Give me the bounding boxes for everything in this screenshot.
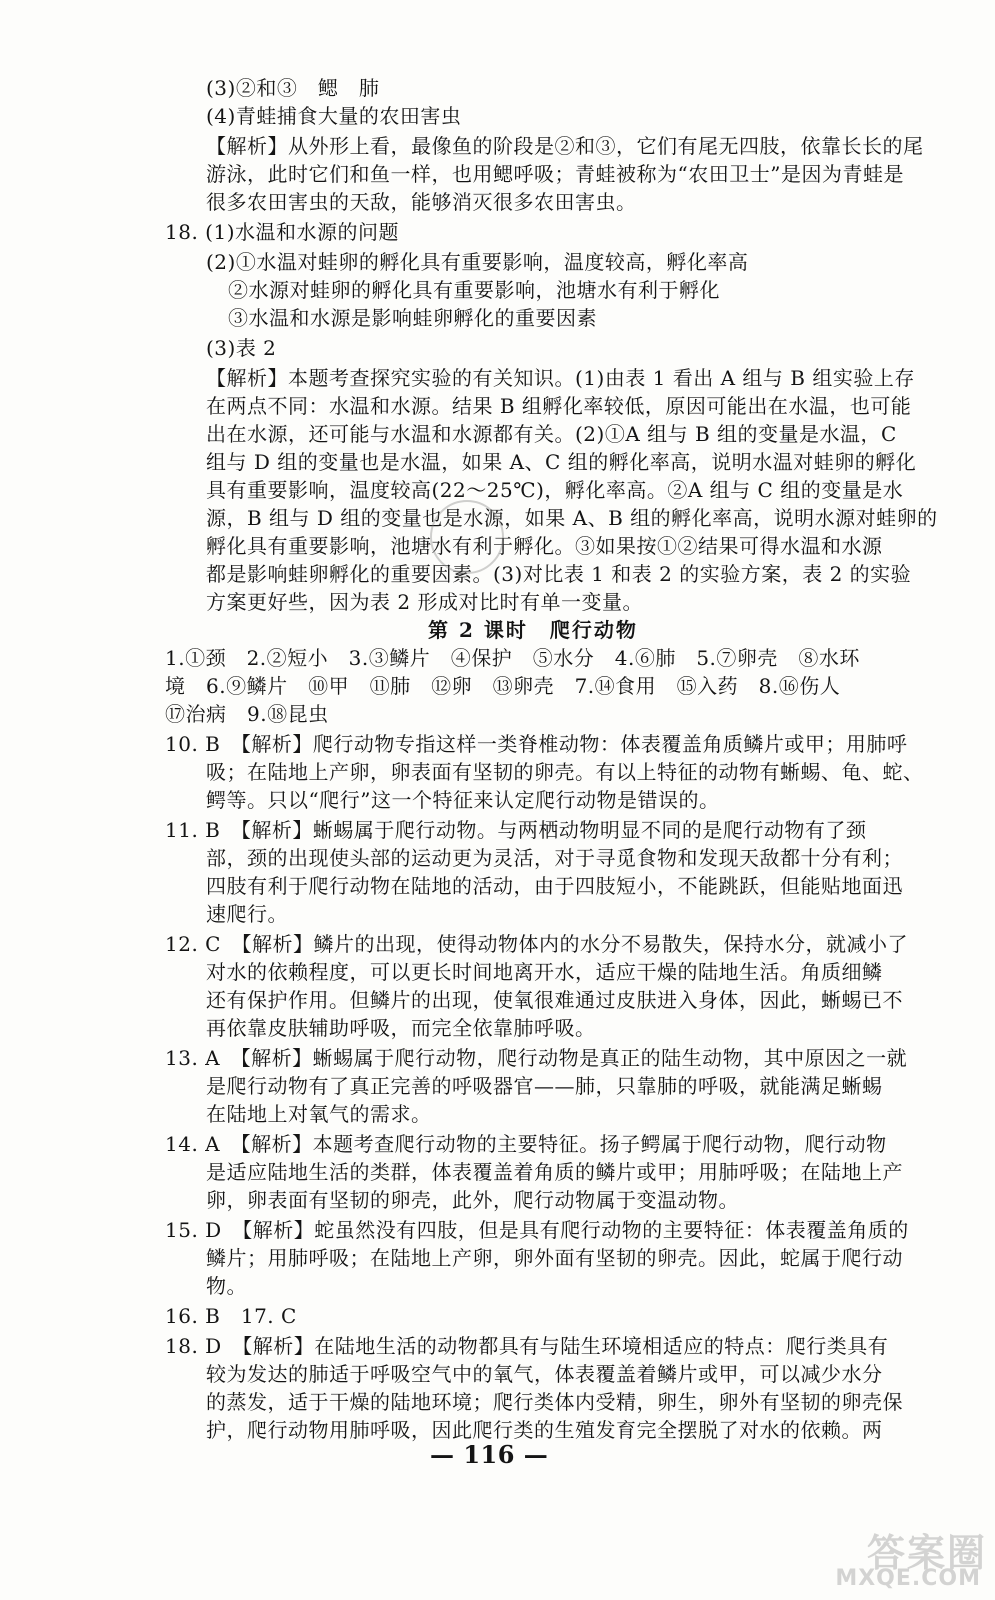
watermark-text: 答案圈 [866, 1530, 987, 1575]
page-number: — 116 — [430, 1440, 549, 1469]
text-line: 鳞片；用肺呼吸；在陆地上产卵，卵外面有坚韧的卵壳。因此，蛇属于爬行动 [206, 1246, 903, 1270]
text-line: (2)①水温对蛙卵的孵化具有重要影响，温度较高，孵化率高 [206, 250, 749, 274]
text-line: 吸；在陆地上产卵，卵表面有坚韧的卵壳。有以上特征的动物有蜥蜴、龟、蛇、 [206, 760, 924, 784]
text-line: 部，颈的出现使头部的运动更为灵活，对于寻觅食物和发现天敌都十分有利； [206, 846, 903, 870]
text-line: 孵化具有重要影响，池塘水有利于孵化。③如果按①②结果可得水温和水源 [206, 534, 883, 558]
text-line: 的蒸发，适于干燥的陆地环境；爬行类体内受精，卵生，卵外有坚韧的卵壳保 [206, 1390, 903, 1414]
text-line: 【解析】本题考查探究实验的有关知识。(1)由表 1 看出 A 组与 B 组实验上存 [206, 366, 915, 390]
text-line: 鳄等。只以“爬行”这一个特征来认定爬行动物是错误的。 [206, 788, 720, 812]
text-line: 是适应陆地生活的类群，体表覆盖着角质的鳞片或甲；用肺呼吸；在陆地上产 [206, 1160, 903, 1184]
text-line: 11. B 【解析】蜥蜴属于爬行动物。与两栖动物明显不同的是爬行动物有了颈 [165, 818, 867, 842]
text-line: 都是影响蛙卵孵化的重要因素。(3)对比表 1 和表 2 的实验方案，表 2 的实验 [206, 562, 912, 586]
text-line: (4)青蛙捕食大量的农田害虫 [206, 104, 462, 128]
text-line: 是爬行动物有了真正完善的呼吸器官——肺，只靠肺的呼吸，就能满足蜥蜴 [206, 1074, 883, 1098]
text-line: 13. A 【解析】蜥蜴属于爬行动物，爬行动物是真正的陆生动物，其中原因之一就 [165, 1046, 908, 1070]
text-line: 18. D 【解析】在陆地生活的动物都具有与陆生环境相适应的特点：爬行类具有 [165, 1334, 889, 1358]
text-line: 游泳，此时它们和鱼一样，也用鳃呼吸；青蛙被称为“农田卫士”是因为青蛙是 [206, 162, 904, 186]
stamp-mark [430, 500, 504, 574]
text-line: 很多农田害虫的天敌，能够消灭很多农田害虫。 [206, 190, 637, 214]
text-line: 组与 D 组的变量也是水温，如果 A、C 组的孵化率高，说明水温对蛙卵的孵化 [206, 450, 917, 474]
text-line: 12. C 【解析】鳞片的出现，使得动物体内的水分不易散失，保持水分，就减小了 [165, 932, 908, 956]
text-line: 还有保护作用。但鳞片的出现，使氧很难通过皮肤进入身体，因此，蜥蜴已不 [206, 988, 903, 1012]
text-line: (3)表 2 [206, 336, 277, 360]
text-line: 【解析】从外形上看，最像鱼的阶段是②和③，它们有尾无四肢，依靠长长的尾 [206, 134, 924, 158]
text-line: 在两点不同：水温和水源。结果 B 组孵化率较低，原因可能出在水温，也可能 [206, 394, 912, 418]
text-line: 再依靠皮肤辅助呼吸，而完全依靠肺呼吸。 [206, 1016, 596, 1040]
text-line: 出在水源，还可能与水温和水源都有关。(2)①A 组与 B 组的变量是水温，C [206, 422, 897, 446]
text-line: 护，爬行动物用肺呼吸，因此爬行类的生殖发育完全摆脱了对水的依赖。两 [206, 1418, 883, 1442]
text-line: 方案更好些，因为表 2 形成对比时有单一变量。 [206, 590, 643, 614]
text-line: 对水的依赖程度，可以更长时间地离开水，适应干燥的陆地生活。角质细鳞 [206, 960, 883, 984]
text-line: 1.①颈 2.②短小 3.③鳞片 ④保护 ⑤水分 4.⑥肺 5.⑦卵壳 ⑧水环 [165, 646, 860, 670]
text-line: 18. (1)水温和水源的问题 [165, 220, 399, 244]
watermark-url: MXQE.COM [835, 1566, 981, 1591]
text-line: ③水温和水源是影响蛙卵孵化的重要因素 [228, 306, 597, 330]
text-line: 在陆地上对氧气的需求。 [206, 1102, 432, 1126]
text-line: 14. A 【解析】本题考查爬行动物的主要特征。扬子鳄属于爬行动物，爬行动物 [165, 1132, 887, 1156]
text-line: 境 6.⑨鳞片 ⑩甲 ⑪肺 ⑫卵 ⑬卵壳 7.⑭食用 ⑮入药 8.⑯伤人 [165, 674, 841, 698]
text-line: 卵，卵表面有坚韧的卵壳，此外，爬行动物属于变温动物。 [206, 1188, 739, 1212]
text-line: 速爬行。 [206, 902, 288, 926]
text-line: 15. D 【解析】蛇虽然没有四肢，但是具有爬行动物的主要特征：体表覆盖角质的 [165, 1218, 909, 1242]
text-line: 16. B 17. C [165, 1304, 297, 1328]
text-line: 具有重要影响，温度较高(22～25℃)，孵化率高。②A 组与 C 组的变量是水 [206, 478, 904, 502]
section-title: 第 2 课时 爬行动物 [428, 618, 638, 642]
text-line: ⑰治病 9.⑱昆虫 [165, 702, 329, 726]
text-line: 10. B 【解析】爬行动物专指这样一类脊椎动物：体表覆盖角质鳞片或甲；用肺呼 [165, 732, 908, 756]
text-line: 四肢有利于爬行动物在陆地的活动，由于四肢短小，不能跳跃，但能贴地面迅 [206, 874, 903, 898]
text-line: ②水源对蛙卵的孵化具有重要影响，池塘水有利于孵化 [228, 278, 720, 302]
text-line: 源，B 组与 D 组的变量也是水源，如果 A、B 组的孵化率高，说明水源对蛙卵的 [206, 506, 938, 530]
text-line: 物。 [206, 1274, 247, 1298]
text-line: (3)②和③ 鳃 肺 [206, 76, 380, 100]
watermark-logo [837, 1522, 987, 1594]
text-line: 较为发达的肺适于呼吸空气中的氧气，体表覆盖着鳞片或甲，可以减少水分 [206, 1362, 883, 1386]
